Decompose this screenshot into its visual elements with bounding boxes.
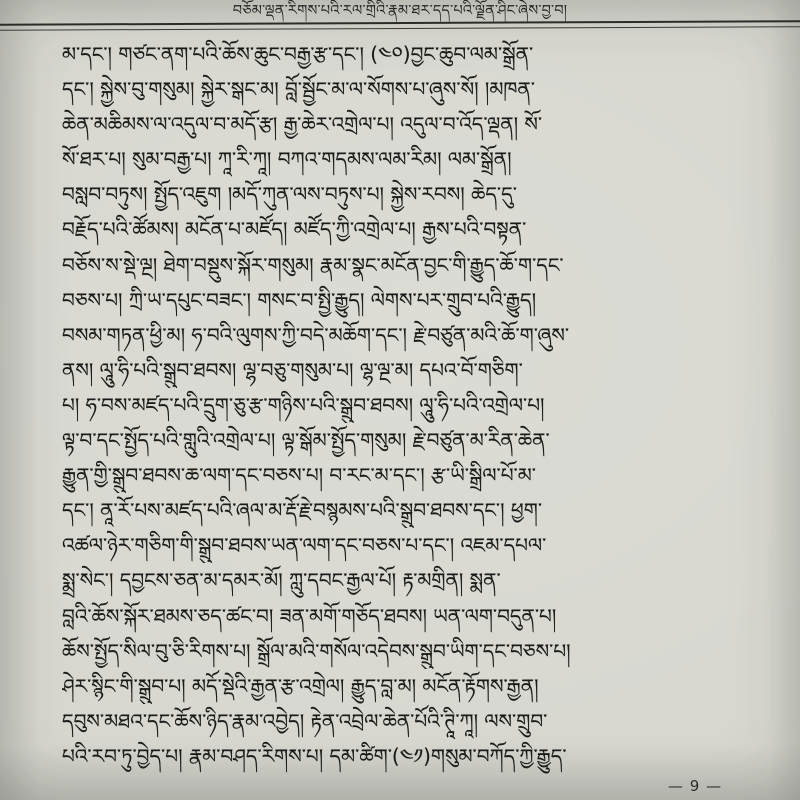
body-text-line: ནས། ལཱུ་ཧི་པའི་སྒྲུབ་ཐབས། ལྷ་བཅུ་གསུམ་པ། ལྷ་ལྔ་མ། དཔའ་བོ་གཅིག་ xyxy=(62,357,523,382)
running-header-title: བཅོམ་ལྡན་རིགས་པའི་རལ་གྲིའི་རྣམ་ཐར་དད་པའི་ལྗོན་ཤིང་ཞེས་བྱ་བ། xyxy=(232,3,568,19)
body-text-line: སོ་ཐར་པ། སུམ་བརྒྱ་པ། ཀཱ་རི་ཀཱ། བཀའ་གདམས་ལམ་རིམ། ལམ་སྒྲོན། xyxy=(62,147,512,172)
body-text-line: བསླབ་བཏུས། སྤྱོད་འཇུག །མདོ་ཀུན་ལས་བཏུས་པ། སྐྱེས་རབས། ཆེད་དུ་ xyxy=(62,182,517,207)
body-text-line: དང་། སྐྱེས་བུ་གསུམ། སྐྱེར་སྒང་མ། བློ་སྦྱོང་མ་ལ་སོགས་པ་ཞུས་སོ། །མཁན་ xyxy=(62,77,535,102)
body-text-line: བཅས་པ། ཀྲི་ཡ་དཔུང་བཟང་། གསང་བ་སྤྱི་རྒྱུད། ལེགས་པར་གྲུབ་པའི་རྒྱུད། xyxy=(62,287,537,312)
body-text-line: ལྟ་བ་དང་སྤྱོད་པའི་གླུའི་འགྲེལ་པ། ལྟ་སྒོམ་སྤྱོད་གསུམ། རྗེ་བཙུན་མ་རིན་ཆེན་ xyxy=(62,428,550,453)
body-text-line: བླའི་ཆོས་སྐོར་ཐམས་ཅད་ཚང་བ། ཟན་མགོ་གཅོད་ཐབས། ཡན་ལག་བདུན་པ། xyxy=(62,603,557,628)
header-double-rule xyxy=(0,20,800,31)
body-text-line: ཤེར་སྙིང་གི་སྒྲུབ་པ། མདོ་སྡེའི་རྒྱན་རྩ་འགྲེལ། རྒྱུད་བླ་མ། མངོན་རྟོགས་རྒྱན། xyxy=(62,673,539,698)
page-body-text xyxy=(62,37,750,774)
body-text-line: དབུས་མཐའ་དང་ཆོས་ཉིད་རྣམ་འབྱེད། རྟེན་འབྲེལ་ཆེན་པོའི་ཊཱི་ཀཱ། ལས་གྲུབ་ xyxy=(62,708,548,733)
body-text-line: བཅོས་ས་སྡེ་ལྔ། ཐེག་བསྡུས་སྐོར་གསུམ། རྣམ་སྣང་མངོན་བྱང་གི་རྒྱུད་ཆོ་ག་དང་ xyxy=(62,252,564,277)
body-text-line: པའི་རབ་ཏུ་བྱེད་པ། རྣམ་བཤད་རིགས་པ། དམ་ཚིག་(༤༡)གསུམ་བཀོད་ཀྱི་རྒྱུད་ xyxy=(62,743,567,768)
body-text-line: བརྗོད་པའི་ཚོམས། མངོན་པ་མཛོད། མཛོད་ཀྱི་འགྲེལ་པ། རྒྱས་པའི་བསྟན་ xyxy=(62,217,527,242)
body-text-line: པ། ཧ་བས་མཛད་པའི་དྲུག་ཅུ་རྩ་གཉིས་པའི་སྒྲུབ་ཐབས། ལཱུ་ཧི་པའི་འགྲེལ་པ། xyxy=(62,392,545,417)
body-text-line: སྨྲ་སེང་། དབྱངས་ཅན་མ་དམར་མོ། ཀླུ་དབང་རྒྱལ་པོ། རྟ་མགྲིན། སྨན་ xyxy=(62,568,501,593)
body-text-line: རྒྱུན་གྱི་སྒྲུབ་ཐབས་ཆ་ལག་དང་བཅས་པ། བ་རང་མ་དང་། རྩ་ཡི་སྒྲིལ་པོ་མ་ xyxy=(62,463,536,488)
body-text-line: མ་དང་། གཙང་ནག་པའི་ཆོས་ཆུང་བརྒྱ་རྩ་དང་། (༤༠)བྱང་ཆུབ་ལམ་སྒྲོན་ xyxy=(62,42,534,66)
body-text-line: ཆོས་སྤྱོད་སིལ་བུ་ཅི་རིགས་པ། སྒྲོལ་མའི་གསོལ་འདེབས་སྒྲུབ་ཡིག་དང་བཅས་པ། xyxy=(62,638,571,663)
page-number: — 9 — xyxy=(668,777,723,795)
body-text-line: དང་། ནཱ་རོ་པས་མཛད་པའི་ཞལ་མ་རྡོ་རྗེ་བསྙམས་པའི་སྒྲུབ་ཐབས་དང་། ཕྱག་ xyxy=(62,498,543,523)
body-text-line: བསམ་གཏན་ཕྱི་མ། ཧ་བའི་ལུགས་ཀྱི་བདེ་མཆོག་དང་། རྗེ་བཙུན་མའི་ཆོ་ག་ཞུས་ xyxy=(62,322,570,347)
body-text-line: འཚལ་ཉེར་གཅིག་གི་སྒྲུབ་ཐབས་ཡན་ལག་དང་བཅས་པ་དང་། འཇམ་དཔལ་ xyxy=(62,533,547,558)
body-text-line: ཆེན་མཆིམས་ལ་འདུལ་བ་མདོ་རྩ། རྒྱ་ཆེར་འགྲེལ་པ། འདུལ་བ་འོད་ལྡན། སོ་ xyxy=(62,112,543,137)
